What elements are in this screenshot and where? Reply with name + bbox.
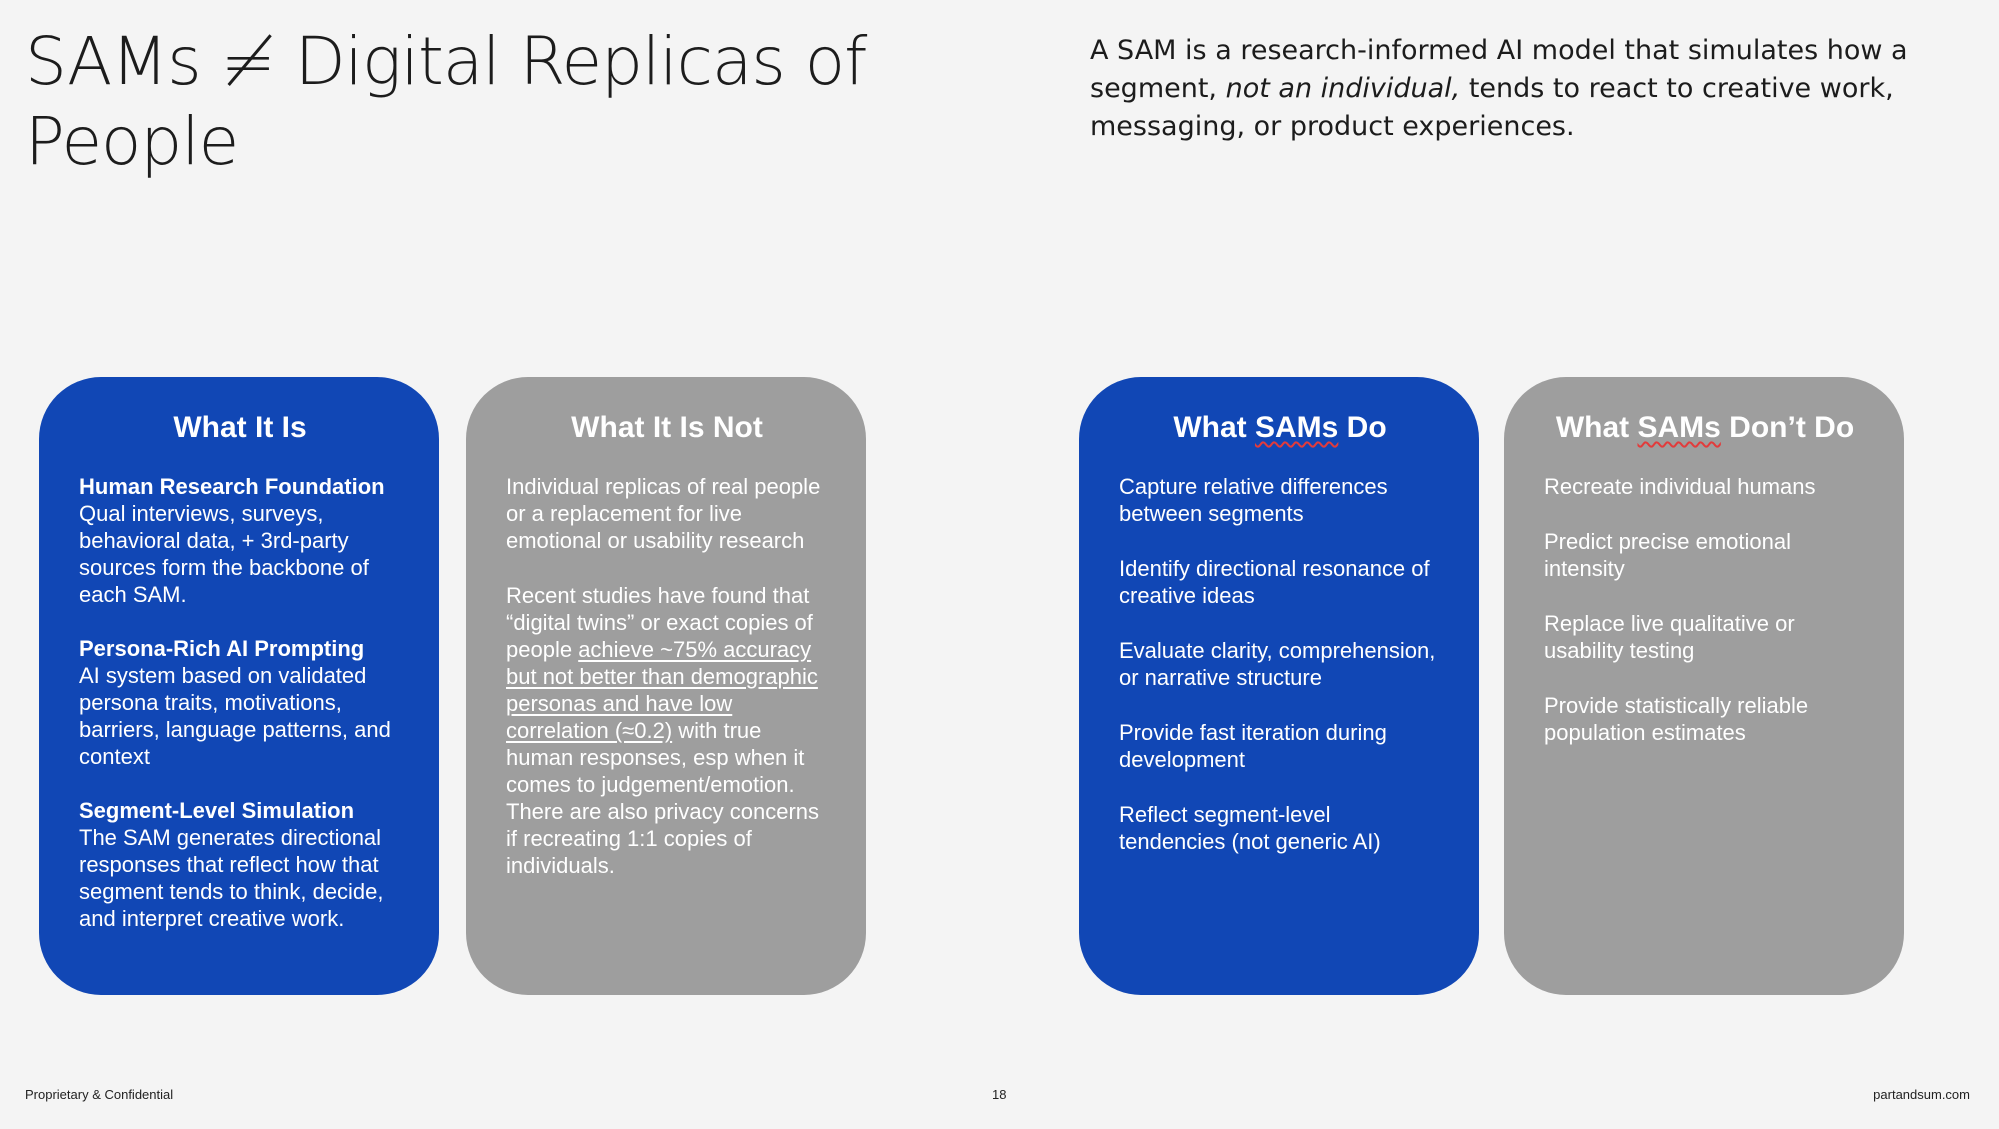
card-paragraph [506, 582, 828, 879]
block-body: AI system based on validated persona traits, motivations, barriers, language patterns, and context [79, 663, 391, 769]
block-heading: Persona-Rich AI Prompting [79, 636, 365, 661]
slide-title: SAMs ≠ Digital Replicas of People [25, 23, 867, 180]
list-item: Capture relative differences between segments [1119, 474, 1388, 526]
card-title [1119, 411, 1441, 445]
title-part: What [1173, 411, 1255, 444]
list-item: Recreate individual humans [1544, 474, 1816, 499]
spellcheck-word: SAMs [1254, 411, 1339, 444]
page-number: 18 [992, 1087, 1007, 1102]
title-part: Do [1338, 411, 1387, 444]
list-item: Identify directional resonance of creative ideas [1119, 556, 1430, 608]
block-heading: Segment-Level Simulation [79, 798, 355, 823]
list-item: Predict precise emotional intensity [1544, 529, 1792, 581]
card-what-it-is [39, 377, 439, 995]
intro-text [1090, 32, 1950, 146]
block-body: The SAM generates directional responses that reflect how that segment tends to think, decide, and interpret creative work. [79, 825, 384, 931]
card-block [79, 797, 401, 932]
card-block [79, 473, 401, 608]
card-title: What It Is [173, 411, 307, 444]
spellcheck-word: SAMs [1637, 411, 1721, 444]
list-item: Reflect segment-level tendencies (not generic AI) [1119, 802, 1381, 854]
card-what-sams-do [1079, 377, 1479, 995]
intro-before: A SAM is a research-informed AI model that simulates how a segment, [1090, 35, 1908, 104]
card-title [1544, 411, 1866, 445]
card-block [79, 635, 401, 770]
block-heading: Human Research Foundation [79, 474, 385, 499]
paragraph-text: with true human responses, esp when it comes to judgement/emotion. There are also privacy concerns if recreating 1:1 copies of individuals. [506, 718, 820, 878]
list-item: Replace live qualitative or usability testing [1544, 611, 1795, 663]
card-paragraph: Individual replicas of real people or a replacement for live emotional or usability research [506, 474, 821, 553]
list-item: Provide statistically reliable population estimates [1544, 693, 1809, 745]
footer-website: partandsum.com [1873, 1087, 1970, 1102]
card-what-sams-dont-do [1504, 377, 1904, 995]
card-title: What It Is Not [571, 411, 763, 444]
list-item: Evaluate clarity, comprehension, or narrative structure [1119, 638, 1436, 690]
paragraph-text: Recent studies have found that “digital twins” or exact copies of people [506, 583, 813, 662]
card-what-it-is-not [466, 377, 866, 995]
block-body: Qual interviews, surveys, behavioral data, + 3rd-party sources form the backbone of each SAM. [79, 501, 369, 607]
title-part: Don’t Do [1720, 411, 1855, 444]
list-item: Provide fast iteration during development [1119, 720, 1387, 772]
study-link[interactable]: achieve ~75% accuracy but not better than demographic personas and have low correlation (≈0.2) [506, 637, 818, 743]
intro-emphasis: not an individual, [1225, 73, 1461, 104]
footer-confidential: Proprietary & Confidential [25, 1087, 174, 1102]
intro-after: tends to react to creative work, messaging, or product experiences. [1090, 73, 1894, 142]
title-part: What [1555, 411, 1638, 444]
